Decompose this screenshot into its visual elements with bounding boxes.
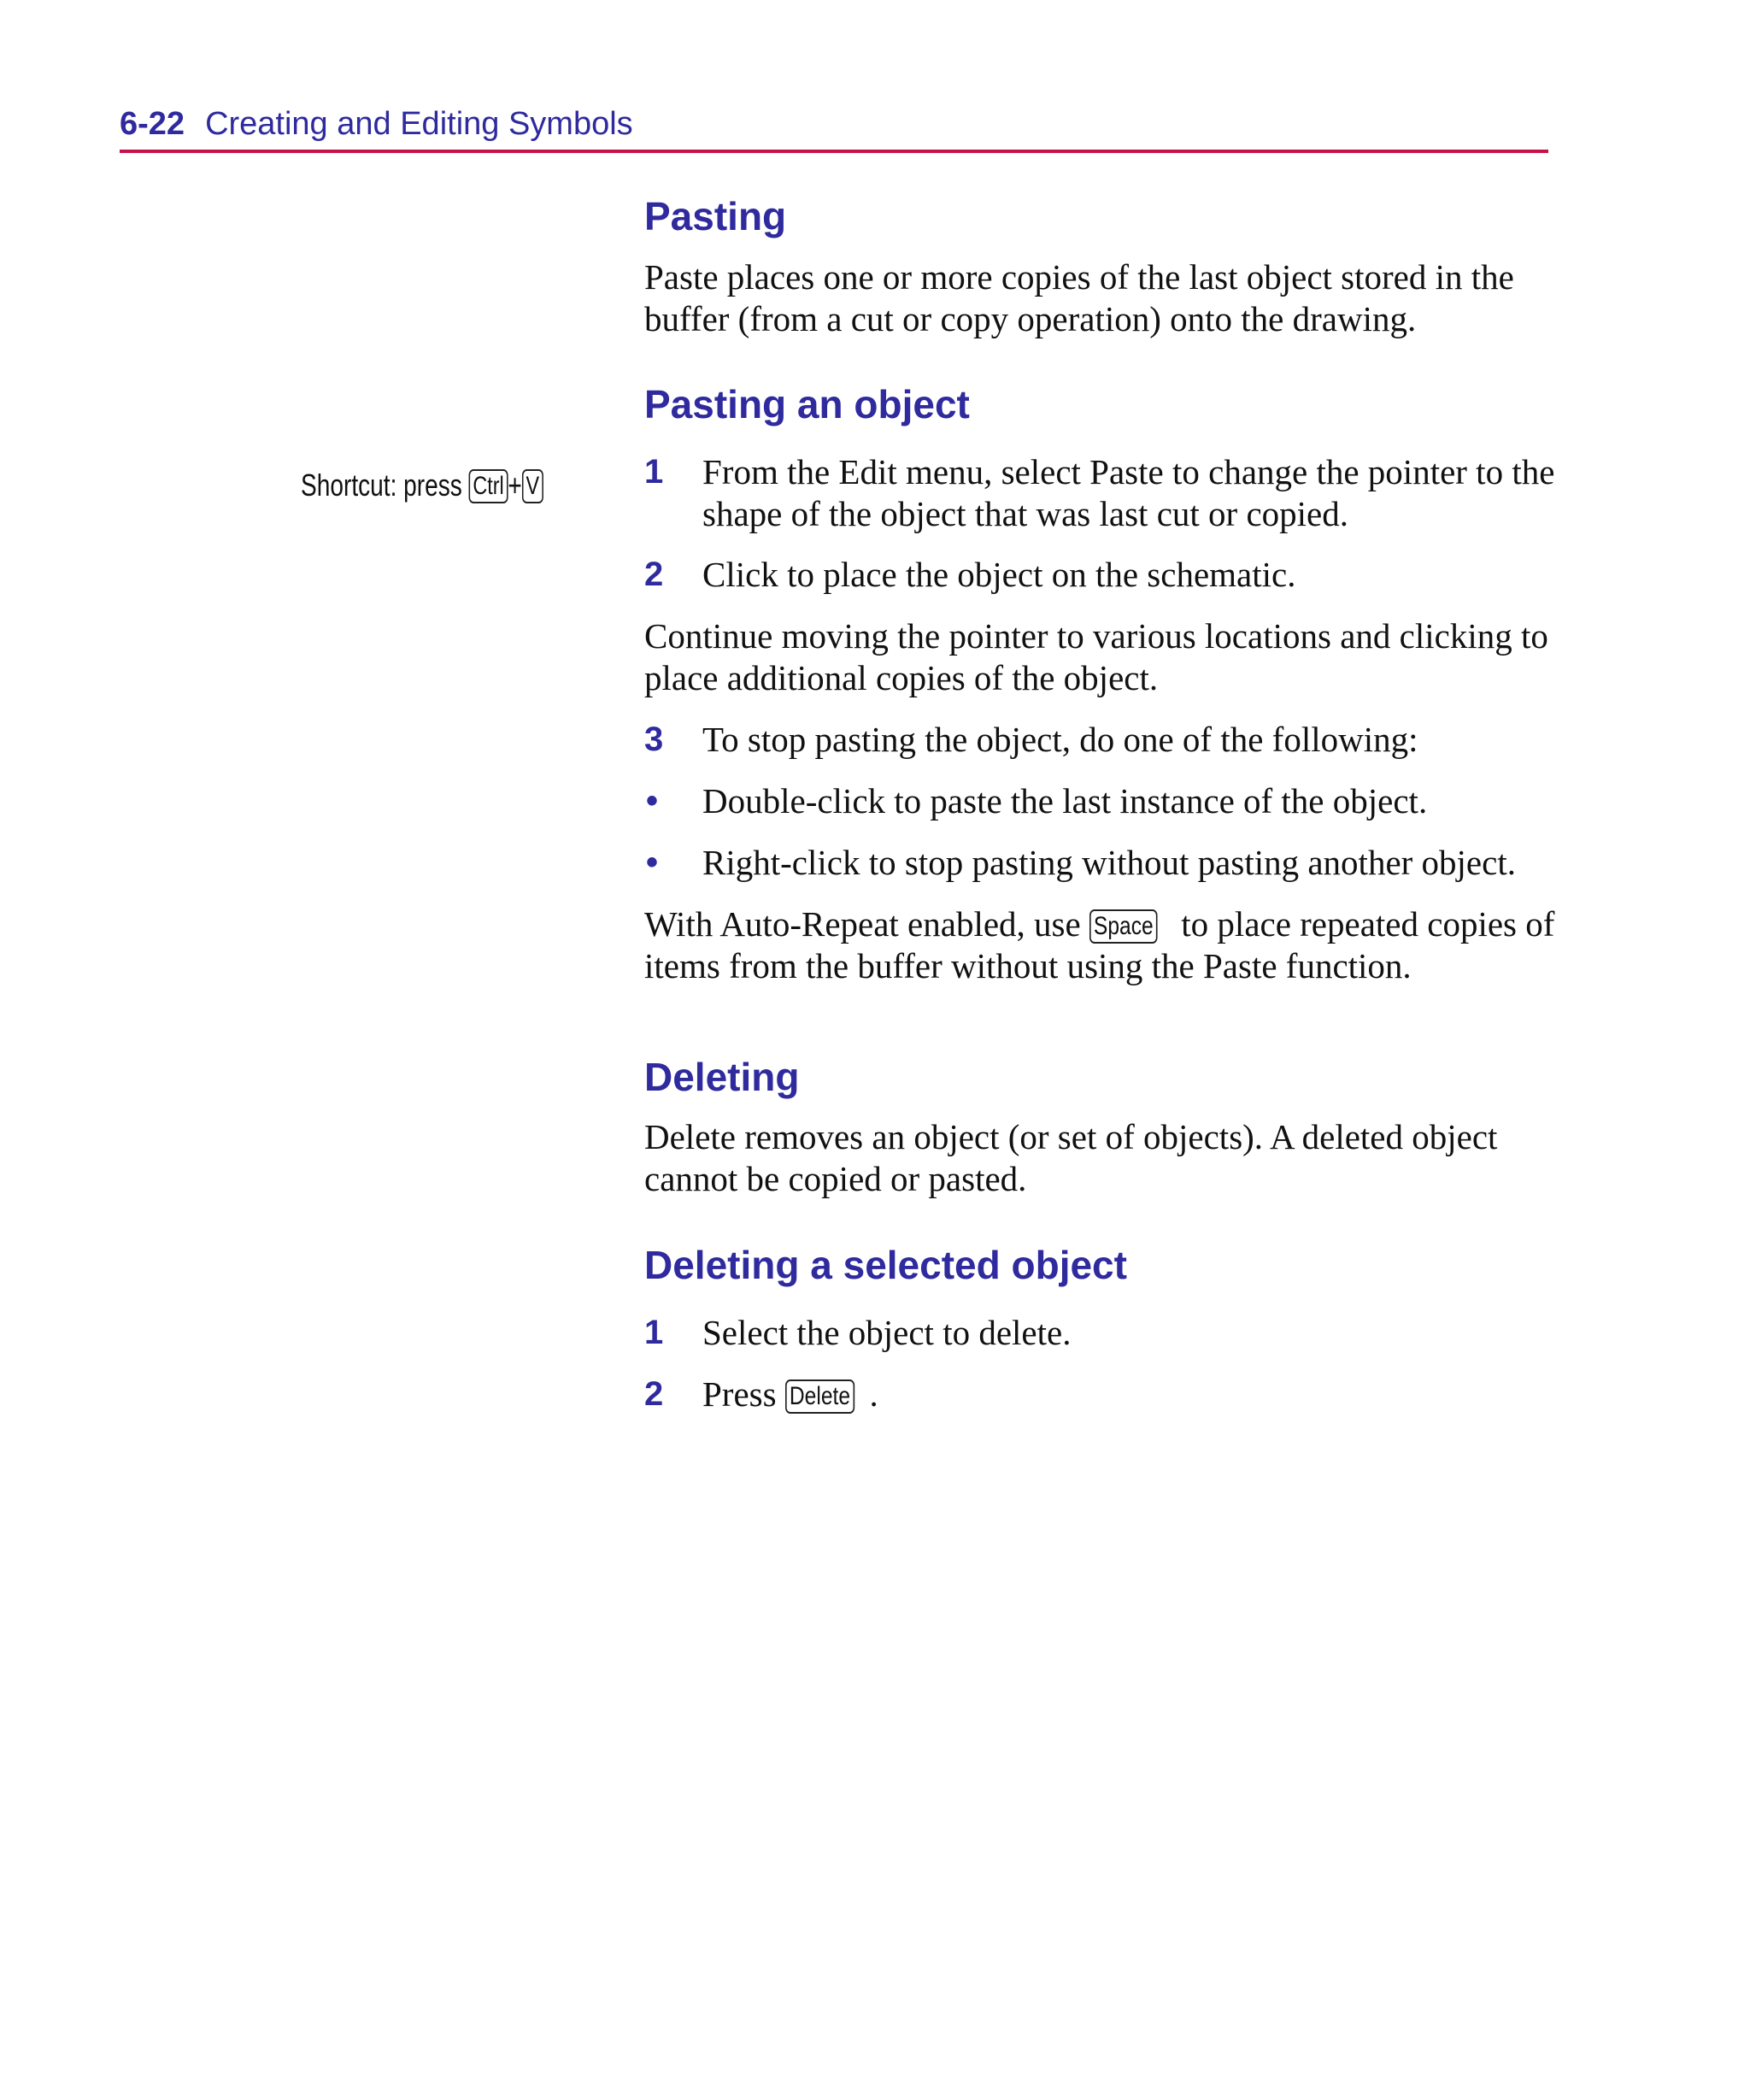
step-number: 1 — [644, 453, 664, 491]
pasting-heading: Pasting — [644, 194, 787, 238]
pasting-step-1 — [644, 451, 1557, 535]
bullet-text: Right-click to stop pasting without pasting another object. — [702, 843, 1516, 882]
step-number: 3 — [644, 721, 664, 758]
chapter-title: Creating and Editing Symbols — [205, 106, 633, 142]
step-text — [702, 1374, 1557, 1415]
auto-repeat-text-after: to place repeated copies of items from the buffer without using the Paste function. — [644, 904, 1555, 985]
pasting-step-3 — [644, 719, 1557, 761]
deleting-step-1 — [644, 1312, 1557, 1354]
auto-repeat-note — [644, 903, 1557, 987]
step-number: 1 — [644, 1314, 664, 1351]
delete-key: Delete — [785, 1379, 854, 1414]
step-text: To stop pasting the object, do one of the following: — [702, 720, 1418, 759]
pasting-step-2 — [644, 554, 1557, 596]
period: . — [869, 1374, 878, 1414]
deleting-heading: Deleting — [644, 1055, 800, 1099]
ctrl-key: Ctrl — [469, 469, 508, 503]
step-text: Click to place the object on the schematic. — [702, 555, 1296, 594]
auto-repeat-text-before: With Auto-Repeat enabled, use — [644, 904, 1089, 944]
press-text: Press — [702, 1374, 785, 1414]
bullet-item-right-click — [644, 842, 1557, 884]
step-number: 2 — [644, 1375, 664, 1413]
space-key: Space — [1089, 909, 1158, 944]
bullet-icon: • — [646, 844, 659, 881]
bullet-item-double-click — [644, 780, 1557, 822]
deleting-step-2 — [644, 1374, 1557, 1415]
plus-sign: + — [508, 468, 522, 503]
page-number: 6-22 — [120, 106, 185, 142]
header-rule — [120, 150, 1548, 153]
bullet-text: Double-click to paste the last instance of the object. — [702, 781, 1428, 821]
pasting-continue-note: Continue moving the pointer to various locations and clicking to place additional copies of the object. — [644, 616, 1548, 697]
bullet-icon: • — [646, 782, 659, 820]
shortcut-note — [301, 465, 543, 506]
pasting-intro: Paste places one or more copies of the last object stored in the buffer (from a cut or copy operation) onto the drawing. — [644, 257, 1514, 338]
pasting-object-subheading: Pasting an object — [644, 382, 970, 426]
deleting-intro: Delete removes an object (or set of objects). A deleted object cannot be copied or pasted. — [644, 1117, 1498, 1198]
step-text: From the Edit menu, select Paste to change the pointer to the shape of the object that was last cut or copied. — [702, 452, 1555, 533]
v-key: V — [522, 469, 543, 503]
step-number: 2 — [644, 556, 664, 593]
shortcut-label: Shortcut: press — [301, 468, 462, 503]
deleting-object-subheading: Deleting a selected object — [644, 1243, 1127, 1287]
step-text: Select the object to delete. — [702, 1313, 1072, 1352]
running-header — [120, 108, 633, 140]
